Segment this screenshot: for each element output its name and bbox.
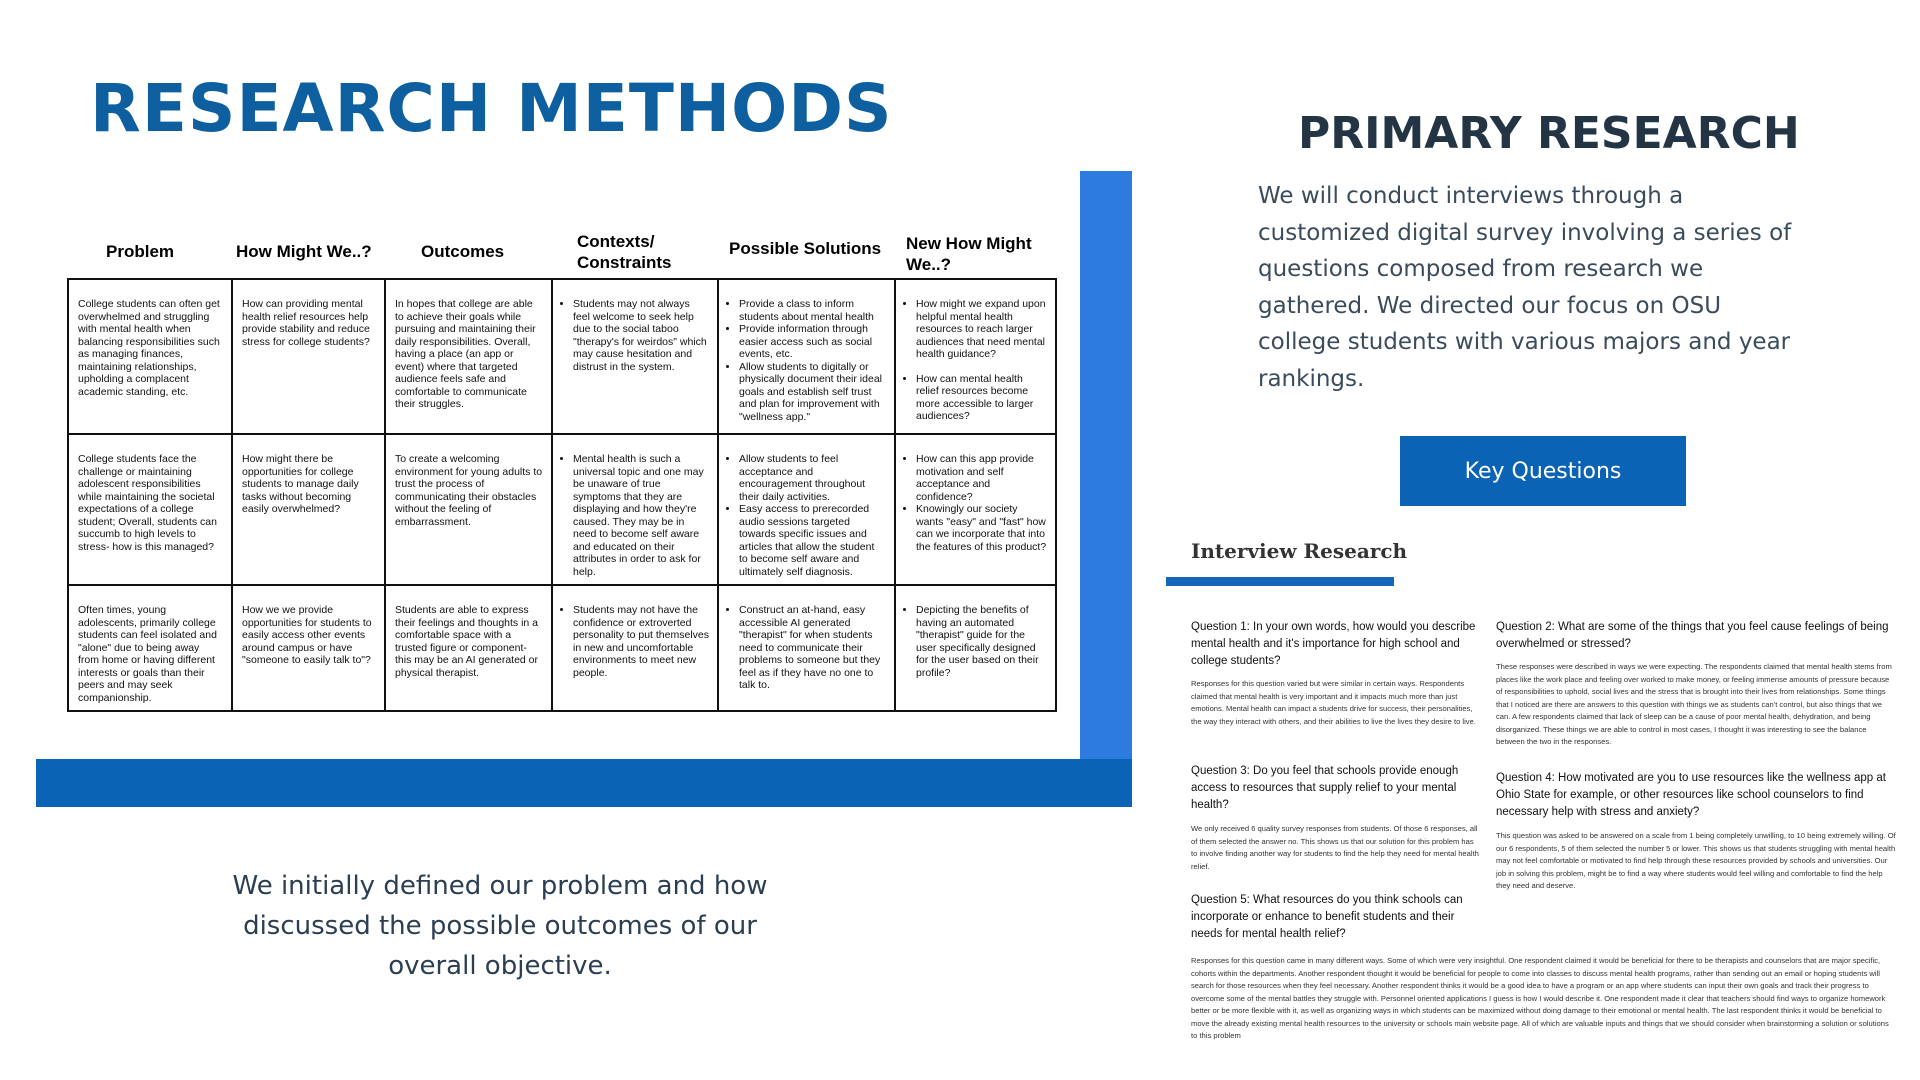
list-item: • How can mental health relief resources become more accessible to larger audiences?	[916, 373, 1047, 423]
cell-solutions	[718, 434, 895, 585]
blue-accent-vertical	[1080, 171, 1132, 795]
blue-accent-horizontal	[36, 759, 1132, 807]
research-methods-caption: We initially defined our problem and how discussed the possible outcomes of our overall objective.	[232, 871, 768, 981]
table-row	[68, 279, 1056, 434]
answer-3: We only received 6 quality survey responses from students. Of those 6 responses, all of them selected the answer no. This shows us that our solution for this problem has to involve finding another way for students to find the help they need for mental health relief.	[1191, 824, 1479, 871]
list-item: • Provide a class to inform students about mental health	[739, 298, 886, 323]
cell-how-might-we: How can providing mental health relief resources help provide stability and reduce stress for college students?	[232, 279, 385, 434]
primary-research-title: PRIMARY RESEARCH	[1298, 108, 1800, 159]
answer-5: Responses for this question came in many different ways. Some of which were very insightful. One respondent claimed it would be beneficial for there to be therapists and counselors that are major specific, cohorts within the departments. Another respondent thought it would be beneficial for people to come into classes to discuss mental health programs, rather than sending out an email or hoping students will search for those resources when they feel necessary. Another respondent thinks it would be a good idea to have a program or an app where students can input their own goals and track their progress to overcome some of the mental battles they struggle with. Personnel oriented applications I guess is how I would describe it. One respondent made it clear that teachers should find ways to organize homework better or be more flexible with it, as well as organizing ways in which students can be maximized without doing damage to their emotional or mental health. The last respondent thinks it would be beneficial to move the already existing mental health resources to the university or schools main website page. All of which are valuable inputs and things that we should consider when brainstorming a solution or solutions to this problem	[1191, 956, 1889, 1040]
question-3: Question 3: Do you feel that schools provide enough access to resources that supply relief to your mental health?	[1191, 765, 1459, 811]
key-questions-button[interactable]: Key Questions	[1400, 436, 1686, 506]
header-how-might-we: How Might We..?	[236, 242, 372, 261]
page-title: RESEARCH METHODS	[90, 70, 893, 147]
research-table-panel	[36, 171, 1080, 759]
research-methods-table	[67, 278, 1057, 712]
cell-new-hmw	[895, 585, 1056, 711]
cell-how-might-we: How might there be opportunities for college students to manage daily tasks without becoming easily overwhelmed?	[232, 434, 385, 585]
question-4: Question 4: How motivated are you to use resources like the wellness app at Ohio State for example, or other resources like school counselors to find necessary help with stress and anxiety?	[1496, 772, 1886, 818]
cell-outcomes: To create a welcoming environment for young adults to trust the process of communicating their obstacles without the feeling of embarrassment.	[385, 434, 552, 585]
list-item: • Knowingly our society wants "easy" and "fast" how can we incorporate that into the features of this product?	[916, 503, 1047, 553]
cell-new-hmw	[895, 279, 1056, 434]
cell-contexts	[552, 585, 718, 711]
cell-problem: College students can often get overwhelmed and struggling with mental health when balancing responsibilities such as managing finances, maintaining relationships, upholding a complacent academic standing, etc.	[68, 279, 232, 434]
header-possible-solutions: Possible Solutions	[729, 239, 882, 258]
cell-contexts	[552, 434, 718, 585]
table-row	[68, 585, 1056, 711]
answer-2: These responses were described in ways we were expecting. The respondents claimed that mental health stems from places like the work place and feeling over worked to make money, or feeling immense amounts of pressure because of responsibilities to uphold, social lives and the stress that is brought into their lives from relationships. Some things that I noticed are there are answers to this question with things we as students can't control, but also things that we can. A few respondents claimed that lack of sleep can be a cause of poor mental health, dehydration, and being disorganized. These things we are able to control in most cases, I thought it was interesting to see the balance between the two in the responses.	[1496, 662, 1892, 746]
cell-contexts	[552, 279, 718, 434]
list-item: • Students may not have the confidence or extroverted personality to put themselves in new and uncomfortable environments to meet new people.	[573, 604, 709, 679]
answer-1: Responses for this question varied but were similar in certain ways. Respondents claimed that mental health is very important and it impacts much more than just emotions. Mental health can impact a students drive for success, their personalities, the way they interact with others, and their abilities to live the lives they desire to live.	[1191, 679, 1476, 726]
question-1: Question 1: In your own words, how would you describe mental health and it's importance for high school and college students?	[1191, 621, 1476, 667]
list-item: • Easy access to prerecorded audio sessions targeted towards specific issues and articles that allow the student to become self aware and ultimately self diagnosis.	[739, 503, 886, 578]
cell-new-hmw	[895, 434, 1056, 585]
cell-solutions	[718, 279, 895, 434]
cell-problem: Often times, young adolescents, primarily college students can feel isolated and "alone" due to being away from home or having different interests or goals than their peers and may seek companionship.	[68, 585, 232, 711]
question-5: Question 5: What resources do you think schools can incorporate or enhance to benefit students and their needs for mental health relief?	[1191, 894, 1463, 940]
list-item: • Students may not always feel welcome to seek help due to the social taboo "therapy's for weirdos" which may cause hesitation and distrust in the system.	[573, 298, 709, 373]
cell-outcomes: In hopes that college are able to achieve their goals while pursuing and maintaining their daily responsibilities. Overall, having a place (an app or event) where that targeted audience feels safe and comfortable to communicate their struggles.	[385, 279, 552, 434]
title-underline-bar	[1166, 577, 1394, 586]
interview-research-title: Interview Research	[1191, 539, 1408, 563]
list-item: • How might we expand upon helpful mental health resources to reach larger audiences that need mental health guidance?	[916, 298, 1047, 361]
list-item: • Construct an at-hand, easy accessible AI generated "therapist" for when students need to communicate their problems to someone but they feel as if they have no one to talk to.	[739, 604, 886, 692]
question-2: Question 2: What are some of the things that you feel cause feelings of being overwhelmed or stressed?	[1496, 621, 1889, 650]
header-contexts-constraints: Contexts/ Constraints	[577, 232, 672, 272]
header-problem: Problem	[106, 242, 175, 261]
header-new-how-might-we: New How Might We..?	[906, 234, 1032, 274]
list-item: • Allow students to feel acceptance and encouragement throughout their daily activities.	[739, 453, 886, 503]
cell-problem: College students face the challenge or maintaining adolescent responsibilities while maintaining the societal expectations of a college student; Overall, students can succumb to high levels to stress- how is this managed?	[68, 434, 232, 585]
list-item: • Mental health is such a universal topic and one may be unaware of true symptoms that they are displaying and how they're caused. They may be in need to become self aware and educated on their attributes in order to ask for help.	[573, 453, 709, 578]
list-item: • Allow students to digitally or physically document their ideal goals and establish self trust and plan for improvement with "wellness app."	[739, 361, 886, 424]
primary-research-paragraph: We will conduct interviews through a customized digital survey involving a series of questions composed from research we gathered. We directed our focus on OSU college students with various majors and year rankings.	[1258, 183, 1792, 392]
table-row	[68, 434, 1056, 585]
cell-outcomes: Students are able to express their feelings and thoughts in a comfortable space with a trusted figure or component- this may be an AI generated or physical therapist.	[385, 585, 552, 711]
list-item: • Provide information through easier access such as social events, etc.	[739, 323, 886, 361]
answer-4: This question was asked to be answered on a scale from 1 being completely unwilling, to 10 being extremely willing. Of our 6 respondents, 5 of them selected the number 5 or lower. This shows us that students struggling with mental health may not feel comfortable or motivated to find help through these resources provided by schools and universities. Our job in solving this problem, might be to find a way where students would feel willing and comfortable to find the help they need and deserve.	[1496, 831, 1896, 890]
interview-research-document	[1166, 510, 1920, 1080]
list-item: • Depicting the benefits of having an automated "therapist" guide for the user specifically designed for the user based on their profile?	[916, 604, 1047, 679]
list-item: • How can this app provide motivation and self acceptance and confidence?	[916, 453, 1047, 503]
header-outcomes: Outcomes	[421, 242, 505, 261]
cell-solutions	[718, 585, 895, 711]
cell-how-might-we: How we we provide opportunities for students to easily access other events around campus or have "someone to easily talk to"?	[232, 585, 385, 711]
